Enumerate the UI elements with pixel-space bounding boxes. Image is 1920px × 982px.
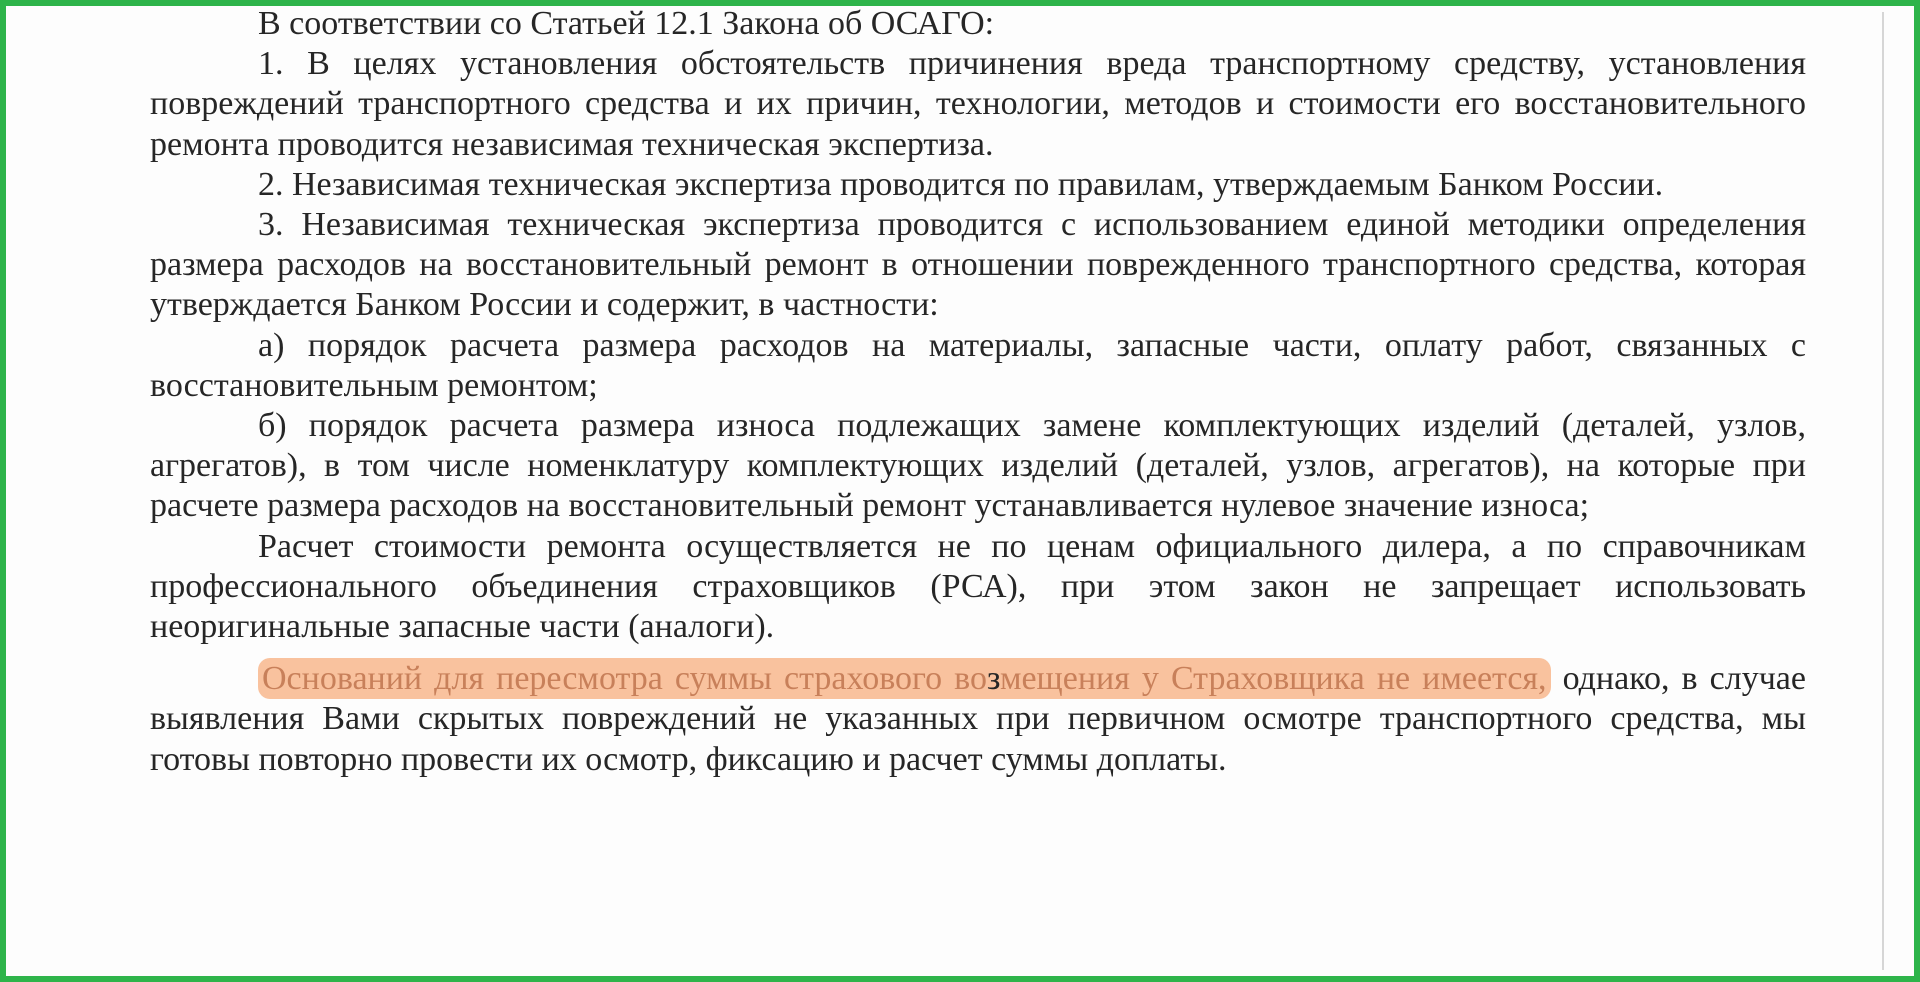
document-body — [150, 6, 1806, 780]
paragraph-item-3: 3. Независимая техническая экспертиза проводится с использованием единой методики определения размера расходов на восстановительный ремонт в отношении поврежденного транспортного средства, которая утверждается Банком России и содержит, в частности: — [150, 206, 1806, 324]
paragraph-item-a: а) порядок расчета размера расходов на материалы, запасные части, оплату работ, связанных с восстановительным ремонтом; — [150, 326, 1806, 404]
paragraph-conclusion — [150, 659, 1806, 780]
highlight-mid: з — [986, 660, 1000, 698]
paragraph-item-b: б) порядок расчета размера износа подлежащих замене комплектующих изделий (деталей, узлов, агрегатов), в том числе номенклатуру комплектующих изделий (деталей, узлов, агрегатов), на которые при расчете размера расходов на восстановительный ремонт устанавливается нулевое значение износа; — [150, 407, 1806, 525]
conclusion-rest: однако, в случае выявления Вами скрытых повреждений не указанных при первичном осмотре транспортного средства, мы готовы повторно провести их осмотр, фиксацию и расчет суммы доплаты. — [150, 660, 1806, 778]
highlight-part-1: Оснований для пересмотра суммы страхового во — [262, 660, 987, 698]
paragraph-item-1: 1. В целях установления обстоятельств причинения вреда транспортному средству, установления повреждений транспортного средства и их причин, технологии, методов и стоимости его восстановительного ремонта проводится независимая техническая экспертиза. — [150, 45, 1806, 163]
highlight-part-2: мещения у Страховщика не имеется, — [999, 660, 1547, 698]
scan-edge-line — [1882, 12, 1884, 970]
paragraph-item-2: 2. Независимая техническая экспертиза проводится по правилам, утверждаемым Банком России. — [258, 165, 1664, 203]
highlighted-text — [258, 658, 1551, 699]
paragraph-calc-note: Расчет стоимости ремонта осуществляется не по ценам официального дилера, а по справочникам профессионального объединения страховщиков (РСА), при этом закон не запрещает использовать неоригинальные запасные части (аналоги). — [150, 527, 1806, 646]
document-heading: В соответствии со Статьей 12.1 Закона об ОСАГО: — [258, 5, 995, 42]
